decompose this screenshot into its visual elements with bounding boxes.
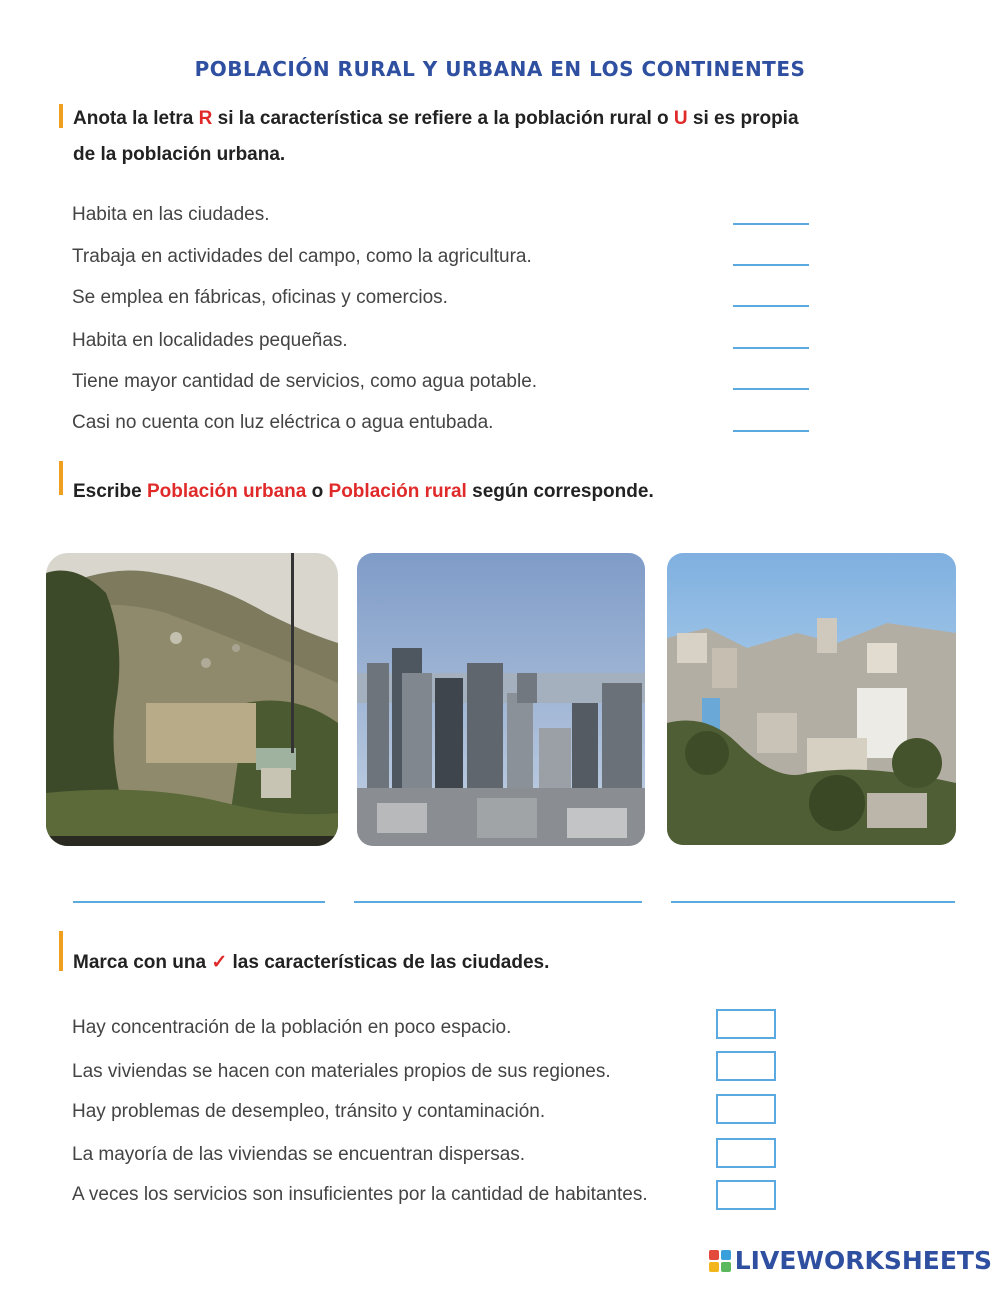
check-box[interactable] — [716, 1094, 776, 1124]
check-box[interactable] — [716, 1138, 776, 1168]
statement-item: Tiene mayor cantidad de servicios, como agua potable. — [72, 371, 538, 392]
answer-blank[interactable] — [733, 264, 809, 266]
answer-blank[interactable] — [733, 388, 809, 390]
statement-item: A veces los servicios son insuficientes por la cantidad de habitantes. — [72, 1184, 648, 1205]
check-box[interactable] — [716, 1180, 776, 1210]
page-title: POBLACIÓN RURAL Y URBANA EN LOS CONTINENTES — [194, 57, 806, 81]
statement-item: Hay concentración de la población en poco espacio. — [72, 1017, 512, 1038]
instruction-1: Anota la letra R si la característica se refiere a la población rural o U si es propia de la población urbana. — [73, 108, 799, 165]
statement-item: Las viviendas se hacen con materiales propios de sus regiones. — [72, 1061, 611, 1082]
statement-item: Trabaja en actividades del campo, como la agricultura. — [72, 246, 532, 267]
check-box[interactable] — [716, 1009, 776, 1039]
answer-blank[interactable] — [733, 223, 809, 225]
section-marker — [59, 461, 63, 495]
answer-blank[interactable] — [733, 305, 809, 307]
rural-hillside-photo — [46, 553, 338, 846]
city-skyline-photo — [357, 553, 645, 846]
check-mark-icon: ✓ — [211, 952, 228, 973]
instruction-2: Escribe Población urbana o Población rural según corresponde. — [73, 481, 654, 502]
statement-item: Casi no cuenta con luz eléctrica o agua entubada. — [72, 412, 494, 433]
check-box[interactable] — [716, 1051, 776, 1081]
instruction-3: Marca con una ✓ las características de las ciudades. — [73, 952, 550, 973]
statement-item: Habita en localidades pequeñas. — [72, 330, 348, 351]
section-marker — [59, 104, 63, 128]
photo-answer-line[interactable] — [73, 901, 325, 903]
liveworksheets-logo-icon — [709, 1250, 731, 1272]
statement-item: La mayoría de las viviendas se encuentran dispersas. — [72, 1144, 526, 1165]
photo-answer-line[interactable] — [354, 901, 642, 903]
photo-answer-line[interactable] — [671, 901, 955, 903]
statement-item: Habita en las ciudades. — [72, 204, 270, 225]
liveworksheets-brand: LIVEWORKSHEETS — [709, 1246, 992, 1275]
answer-blank[interactable] — [733, 347, 809, 349]
answer-blank[interactable] — [733, 430, 809, 432]
statement-item: Se emplea en fábricas, oficinas y comercios. — [72, 287, 448, 308]
hillside-city-photo — [667, 553, 956, 845]
statement-item: Hay problemas de desempleo, tránsito y contaminación. — [72, 1101, 546, 1122]
section-marker — [59, 931, 63, 971]
